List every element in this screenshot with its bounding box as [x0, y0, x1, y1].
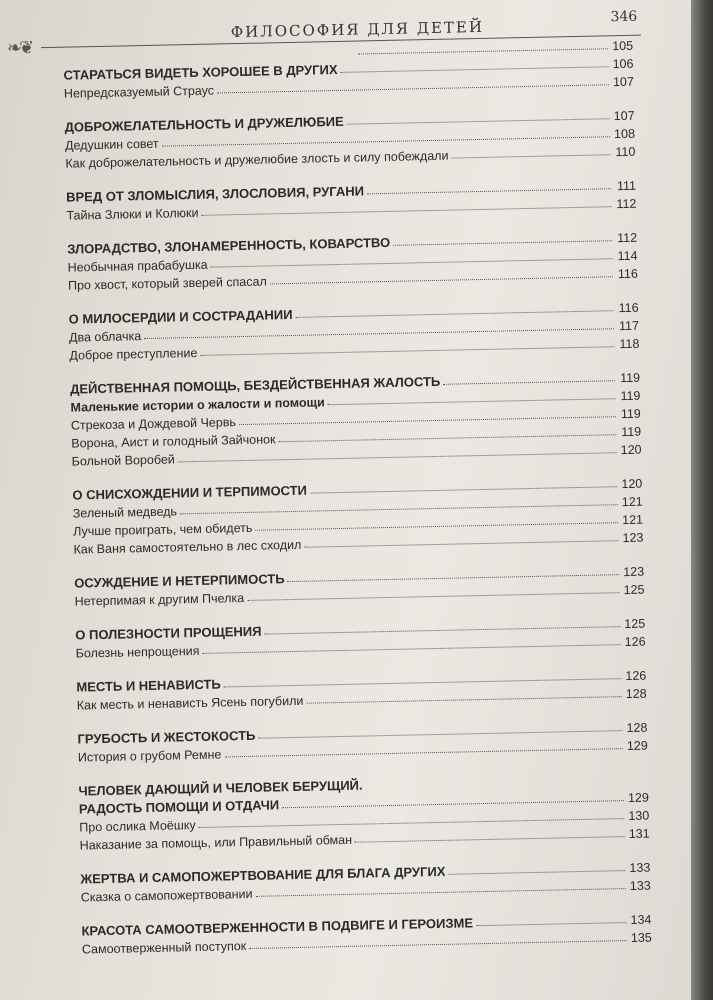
toc-entry-title: ГРУБОСТЬ И ЖЕСТОКОСТЬ: [77, 727, 256, 747]
toc-entry-title: Как месть и ненависть Ясень погубили: [76, 693, 304, 713]
toc-entry-title: ДЕЙСТВЕННАЯ ПОМОЩЬ, БЕЗДЕЙСТВЕННАЯ ЖАЛОСТЬ: [70, 373, 441, 397]
toc-entry-title: Зеленый медведь: [72, 504, 178, 521]
toc-section: [80, 857, 651, 905]
toc-page-number: 108: [613, 126, 636, 142]
toc-page-number: 128: [625, 686, 647, 702]
dot-leader: [200, 346, 614, 356]
toc-page-number: 130: [628, 808, 650, 824]
toc-section: [72, 473, 643, 557]
dot-leader: [202, 206, 612, 216]
toc-entry-title: ЖЕРТВА И САМОПОЖЕРТВОВАНИЕ ДЛЯ БЛАГА ДРУГИХ: [80, 863, 446, 887]
toc-page-number: 134: [630, 912, 652, 927]
toc-page-number: 119: [621, 424, 642, 440]
toc-entry-title: Лучше проиграть, чем обидеть: [73, 520, 253, 539]
toc-section: [75, 613, 646, 661]
toc-page-number: 133: [629, 878, 651, 894]
toc-page-number: 106: [612, 56, 634, 72]
toc-page-number: 120: [621, 476, 643, 492]
dot-leader: [217, 84, 609, 93]
toc-page-number: 107: [612, 74, 634, 90]
toc-section: [68, 297, 639, 363]
toc-entry-title: ВРЕД ОТ ЗЛОМЫСЛИЯ, ЗЛОСЛОВИЯ, РУГАНИ: [65, 183, 365, 205]
toc-entry-title: МЕСТЬ И НЕНАВИСТЬ: [76, 676, 221, 695]
toc-page-number: 107: [613, 108, 635, 124]
toc-entry-title: Тайна Злюки и Колюки: [66, 205, 199, 223]
dot-leader: [256, 888, 626, 897]
dot-leader: [178, 452, 617, 462]
dot-leader: [355, 836, 625, 843]
toc-section: [78, 769, 649, 853]
dot-leader: [476, 922, 626, 926]
toc-page-number: 119: [619, 370, 641, 386]
toc-page-number: 116: [618, 300, 639, 316]
toc-entry-title: РАДОСТЬ ПОМОЩИ И ОТДАЧИ: [78, 797, 280, 817]
dot-leader: [304, 540, 618, 548]
toc-entry-title: Дедушкин совет: [64, 136, 159, 153]
toc-entry-title: История о грубом Ремне: [77, 747, 222, 765]
dot-leader: [249, 940, 627, 949]
toc-entry-title: КРАСОТА САМООТВЕРЖЕННОСТИ В ПОДВИГЕ И ГЕРОИЗМЕ: [81, 915, 474, 939]
toc-section: [70, 367, 642, 469]
toc-page-number: 119: [620, 388, 641, 404]
toc-page-number: 126: [625, 668, 647, 684]
toc-section: [81, 909, 652, 957]
toc-page-number: 133: [629, 860, 651, 876]
toc-page-number: 112: [616, 196, 637, 212]
toc-entry-title: Непредсказуемый Страус: [63, 83, 215, 101]
toc-page-number: 119: [620, 406, 641, 422]
toc-entry-title: Ворона, Аист и голодный Зайчонок: [71, 432, 276, 451]
toc-entry-title: Два облачка: [68, 329, 142, 345]
toc-page-number: 121: [622, 512, 644, 528]
toc-page-number: 129: [626, 738, 648, 754]
toc-entry-title: Болезнь непрощения: [75, 643, 200, 661]
toc-section: [64, 105, 635, 171]
toc-page-number: 131: [628, 826, 650, 842]
toc-page-number: 135: [630, 930, 652, 945]
toc-entry-title: ЧЕЛОВЕК ДАЮЩИЙ И ЧЕЛОВЕК БЕРУЩИЙ.: [78, 777, 363, 799]
table-of-contents: [63, 35, 652, 973]
toc-entry-title: Необычная прабабушка: [67, 257, 208, 275]
toc-entry-title: О ПОЛЕЗНОСТИ ПРОЩЕНИЯ: [75, 623, 262, 643]
toc-page-number: 120: [620, 442, 642, 458]
toc-entry-title: Наказание за помощь, или Правильный обман: [79, 832, 353, 853]
toc-page-number: 126: [624, 634, 646, 650]
dot-leader: [247, 592, 619, 601]
toc-entry-title: О МИЛОСЕРДИИ И СОСТРАДАНИИ: [68, 306, 293, 327]
running-title: ФИЛОСОФИЯ ДЛЯ ДЕТЕЙ: [230, 17, 485, 42]
page-number: 346: [610, 8, 638, 26]
toc-entry-title: Сказка о самопожертвовании: [80, 886, 253, 905]
toc-section: [67, 227, 638, 293]
toc-page-number: 105: [612, 38, 634, 54]
toc-section: [63, 35, 634, 101]
toc-page-number: 117: [618, 318, 640, 334]
toc-page-number: 129: [627, 790, 649, 806]
toc-section: [74, 561, 645, 609]
toc-section: [76, 665, 647, 713]
toc-entry-title: Маленькие истории о жалости и помощи: [70, 395, 325, 415]
scroll-ornament-icon: ❧❦: [6, 37, 32, 59]
toc-entry-title: Про хвост, который зверей спасал: [67, 274, 267, 293]
toc-page-number: 123: [622, 530, 644, 546]
toc-page-number: 118: [619, 336, 640, 352]
toc-page-number: 125: [623, 582, 645, 598]
toc-entry-title: Больной Воробей: [71, 452, 175, 469]
toc-entry-title: СТАРАТЬСЯ ВИДЕТЬ ХОРОШЕЕ В ДРУГИХ: [63, 61, 338, 83]
toc-page-number: 111: [616, 178, 637, 194]
toc-page-number: 125: [624, 616, 646, 632]
toc-page-number: 123: [623, 564, 645, 580]
toc-entry-title: Про ослика Моёшку: [79, 818, 196, 835]
toc-page-number: 112: [617, 230, 638, 246]
toc-entry-title: Как доброжелательность и дружелюбие злость и силу побеждали: [65, 148, 449, 171]
toc-entry-title: Нетерпимая к другим Пчелка: [74, 591, 245, 609]
toc-entry-title: ОСУЖДЕНИЕ И НЕТЕРПИМОСТЬ: [74, 571, 285, 591]
toc-entry-title: Самоотверженный поступок: [81, 939, 247, 957]
dot-leader: [443, 380, 615, 385]
dot-leader: [448, 870, 625, 875]
toc-section: [66, 175, 637, 223]
toc-section: [77, 717, 648, 765]
toc-page-number: 116: [617, 266, 639, 282]
toc-entry-title: Стрекоза и Дождевой Червь: [70, 415, 237, 433]
dot-leader: [224, 748, 622, 757]
dot-leader: [306, 696, 621, 704]
dot-leader: [452, 154, 611, 158]
toc-entry-title: Как Ваня самостоятельно в лес сходил: [73, 537, 302, 557]
toc-entry-title: О СНИСХОЖДЕНИИ И ТЕРПИМОСТИ: [72, 482, 308, 503]
toc-entry-title: ЗЛОРАДСТВО, ЗЛОНАМЕРЕННОСТЬ, КОВАРСТВО: [67, 234, 391, 257]
toc-page-number: 110: [615, 144, 636, 160]
toc-entry-title: ДОБРОЖЕЛАТЕЛЬНОСТЬ И ДРУЖЕЛЮБИЕ: [64, 113, 344, 135]
toc-entry-title: Доброе преступление: [69, 345, 198, 363]
toc-page-number: 121: [621, 494, 643, 510]
toc-page-number: 128: [626, 720, 648, 736]
dot-leader: [270, 276, 613, 284]
toc-page-number: 114: [617, 248, 638, 264]
dot-leader: [202, 644, 620, 654]
